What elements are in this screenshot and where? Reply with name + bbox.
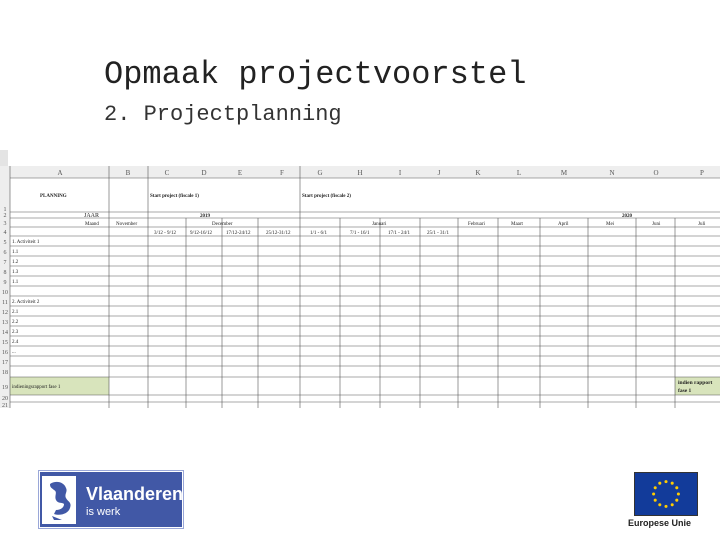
col-letter: A: [57, 169, 63, 177]
col-letter: G: [317, 169, 323, 177]
month-label: Juni: [652, 222, 661, 227]
svg-text:10: 10: [2, 290, 8, 296]
svg-text:19: 19: [2, 385, 8, 391]
report-label-right: indien rapport: [678, 380, 713, 386]
svg-text:5: 5: [3, 240, 7, 246]
col-letter: J: [437, 169, 441, 177]
activity-row: 1.3: [12, 270, 19, 275]
svg-text:1: 1: [3, 207, 7, 213]
month-label: Maart: [511, 222, 523, 227]
activity-row: 2.3: [12, 330, 19, 335]
activity-row: 2.2: [12, 320, 19, 325]
maand-label: Maand: [85, 222, 99, 227]
planning-label: PLANNING: [40, 194, 67, 199]
col-letter: P: [700, 169, 704, 177]
vertical-gridlines: [10, 166, 675, 408]
svg-text:20: 20: [2, 396, 8, 402]
col-letter: C: [164, 169, 170, 177]
month-label: December: [212, 222, 233, 227]
week-label: 1/1 - 6/1: [310, 231, 327, 236]
activity-rows: [12, 240, 713, 394]
col-letter: I: [398, 169, 402, 177]
svg-text:2: 2: [3, 213, 7, 219]
activity-row: 1.1: [12, 280, 19, 285]
svg-text:4: 4: [3, 230, 7, 236]
svg-text:13: 13: [2, 320, 8, 326]
week-label: 9/12-16/12: [190, 231, 212, 236]
week-label: 17/12-24/12: [226, 231, 251, 236]
month-label: November: [116, 222, 138, 227]
week-label: 25/1 - 31/1: [427, 231, 449, 236]
svg-text:9: 9: [3, 280, 7, 286]
eu-label: Europese Unie: [628, 518, 692, 528]
col-letter: M: [560, 169, 568, 177]
svg-text:18: 18: [2, 370, 8, 376]
svg-text:17: 17: [2, 360, 8, 366]
col-letter: F: [280, 169, 284, 177]
col-letter: B: [125, 169, 131, 177]
vlaanderen-sub: is werk: [86, 506, 121, 518]
svg-text:3: 3: [3, 221, 7, 227]
vlaanderen-name: Vlaanderen: [86, 484, 184, 504]
lion-icon: [42, 476, 76, 524]
svg-text:6: 6: [3, 250, 7, 256]
activity-row: 2.4: [12, 340, 19, 345]
planning-spreadsheet: [0, 166, 720, 408]
jaar-label: JAAR: [84, 213, 100, 219]
spreadsheet-grid: [0, 166, 720, 408]
year-2019: 2019: [200, 214, 210, 219]
activity-row: 1.1: [12, 250, 19, 255]
month-label: Januari: [372, 222, 387, 227]
sheet-header-text: [40, 194, 706, 236]
svg-text:11: 11: [2, 300, 8, 306]
start-label-2: Start project (fiscale 2): [302, 194, 351, 199]
horizontal-gridlines: [10, 178, 720, 402]
month-label: April: [558, 222, 569, 227]
week-label: 3/12 - 9/12: [154, 231, 176, 236]
col-letter: N: [609, 169, 615, 177]
year-2020: 2020: [622, 214, 632, 219]
month-label: Februari: [468, 222, 485, 227]
activity-row: 1.2: [12, 260, 19, 265]
activity-row: 2.1: [12, 310, 19, 315]
week-label: 7/1 - 16/1: [350, 231, 370, 236]
svg-text:14: 14: [2, 330, 8, 336]
svg-text:12: 12: [2, 310, 8, 316]
eu-flag-icon: [634, 472, 698, 516]
week-label: 17/1 - 24/1: [388, 231, 410, 236]
col-letter: H: [357, 169, 363, 177]
month-label: Juli: [698, 222, 706, 227]
activity-row: 2. Activiteit 2: [12, 300, 40, 305]
svg-text:15: 15: [2, 340, 8, 346]
activity-row: ...: [12, 350, 16, 355]
col-letter: K: [475, 169, 481, 177]
start-label-1: Start project (fiscale 1): [150, 194, 199, 199]
month-label: Mei: [606, 222, 615, 227]
week-label: 25/12-31/12: [266, 231, 291, 236]
col-letter: L: [516, 169, 522, 177]
slide-title: Opmaak projectvoorstel: [104, 56, 527, 93]
report-label-right: fase 1: [678, 388, 692, 394]
report-label: indieningsrapport fase 1: [12, 385, 61, 390]
svg-text:21: 21: [2, 403, 8, 408]
svg-text:7: 7: [3, 260, 7, 266]
col-letter: O: [653, 169, 659, 177]
svg-text:16: 16: [2, 350, 8, 356]
col-letter: D: [201, 169, 207, 177]
svg-text:8: 8: [3, 270, 7, 276]
slide-subtitle: 2. Projectplanning: [104, 102, 342, 127]
activity-row: 1. Activiteit 1: [12, 240, 40, 245]
col-letter: E: [237, 169, 243, 177]
